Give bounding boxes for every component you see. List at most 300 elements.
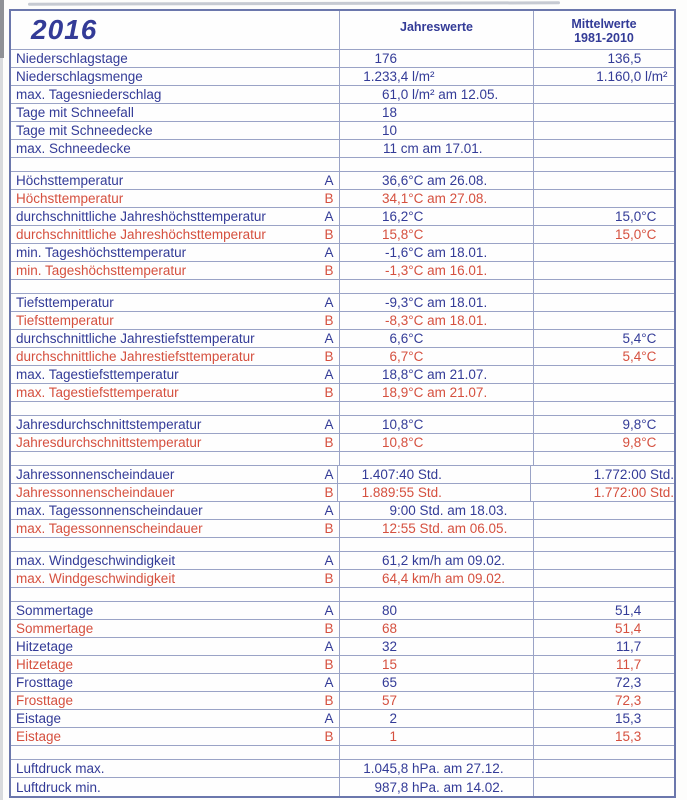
label-cell [11,50,340,67]
row-series: B [324,263,334,278]
row-value [340,173,487,188]
label-cell [11,674,340,691]
value-cell [340,280,534,293]
value-cell [340,384,534,401]
row-mean [534,639,641,654]
table-row [11,502,674,520]
label-cell [11,172,340,189]
value-number: 16 [381,209,397,224]
value-cell [340,656,534,673]
row-series: A [324,173,334,188]
label-cell [11,538,340,551]
row-label: max. Schneedecke [16,141,131,156]
row-series: A [324,553,334,568]
row-series: B [324,227,334,242]
row-value [340,331,423,346]
value-unit-date: ,0 l/m² am 12.05. [397,87,499,102]
label-cell [11,68,340,85]
row-label: Tiefsttemperatur [16,313,114,328]
value-cell [340,434,534,451]
value-number: 15 [381,227,397,242]
row-mean [534,417,656,432]
value-number: 15 [381,657,397,672]
row-mean [534,657,641,672]
mean-cell [534,366,674,383]
row-value [340,313,487,328]
mean-cell [534,674,674,691]
value-number: 36 [381,173,397,188]
row-label: Jahresdurchschnittstemperatur [16,435,202,450]
row-value [340,729,397,744]
value-cell [340,674,534,691]
value-cell [340,502,534,519]
value-cell [340,158,534,171]
row-series: A [324,295,334,310]
value-cell [340,140,534,157]
row-label: Frosttage [16,693,74,708]
value-unit-date: ,4 [630,603,642,618]
value-number: 51 [614,603,630,618]
value-number: 18 [381,105,397,120]
row-value [340,349,423,364]
value-cell [340,190,534,207]
table-row [11,330,674,348]
row-value [340,209,423,224]
row-value [340,105,397,120]
mean-cell [534,452,674,465]
table-row [11,760,674,778]
value-unit-date: ,0 l/m² [630,69,668,84]
row-label: min. Tageshöchsttemperatur [16,245,187,260]
row-series: B [324,191,334,206]
value-cell [340,570,534,587]
value-cell [338,466,531,483]
label-cell [11,638,340,655]
row-value [340,123,397,138]
value-number: 5 [622,349,630,364]
row-value [340,51,397,66]
row-label: max. Tagessonnenscheindauer [16,503,203,518]
mean-cell [534,656,674,673]
table-row [11,294,674,312]
value-unit-date: ,3 [630,711,642,726]
mean-cell [531,466,674,483]
value-cell [340,520,534,537]
row-value [340,553,505,568]
table-header-row [11,11,674,50]
value-unit-date: ,5 [630,51,642,66]
value-number: 15 [614,209,630,224]
label-cell [11,208,340,225]
mean-cell [534,588,674,601]
mean-cell [534,402,674,415]
table-row [11,312,674,330]
row-mean [534,435,656,450]
table-row [11,434,674,452]
separator-row [11,280,674,294]
row-label: Tage mit Schneedecke [16,123,153,138]
row-mean [534,621,641,636]
label-cell [11,746,340,759]
table-row [11,570,674,588]
value-cell [340,760,534,777]
value-cell [340,312,534,329]
mean-cell [534,330,674,347]
row-value [340,263,487,278]
row-series: A [324,639,334,654]
mean-cell [534,746,674,759]
value-unit-date: ,8°C [397,227,424,242]
row-series: A [324,467,334,482]
row-series: B [324,349,334,364]
row-mean [531,467,674,482]
row-value [340,367,487,382]
row-value [338,485,442,500]
row-series: A [324,417,334,432]
mean-cell [534,620,674,637]
row-mean [534,729,641,744]
label-cell [11,452,340,465]
row-label: Hitzetage [16,639,74,654]
mean-cell [534,50,674,67]
value-cell [340,638,534,655]
row-value [340,69,435,84]
value-unit-date: ,0°C [630,209,657,224]
value-unit-date: ,4 km/h am 09.02. [397,571,506,586]
row-value [340,295,487,310]
value-number: 10 [381,435,397,450]
value-number: 64 [381,571,397,586]
row-mean [534,69,668,84]
row-series: B [324,693,334,708]
value-number: 9 [622,417,630,432]
mean-cell [534,172,674,189]
value-number: 2 [389,711,397,726]
value-cell [340,620,534,637]
value-cell [340,538,534,551]
table-row [11,262,674,280]
value-number: 176 [374,51,397,66]
value-cell [340,416,534,433]
label-cell [11,656,340,673]
row-label: Frosttage [16,675,74,690]
row-mean [534,675,641,690]
value-unit-date: ,1°C am 27.08. [397,191,488,206]
row-value [340,191,487,206]
label-cell [11,280,340,293]
value-number: 11 [382,141,397,156]
label-cell [11,552,340,569]
row-value [340,521,507,536]
row-label: Sommertage [16,621,94,636]
value-number: 61 [381,553,397,568]
row-label: Höchsttemperatur [16,191,124,206]
label-cell [11,86,340,103]
mean-cell [534,692,674,709]
row-label: max. Windgeschwindigkeit [16,553,176,568]
mean-cell [534,638,674,655]
value-cell [340,172,534,189]
mean-cell [534,312,674,329]
mean-cell [534,68,674,85]
row-value [340,227,423,242]
value-unit-date: ,3 [630,729,642,744]
value-unit-date: ,8°C [630,417,657,432]
value-cell [340,122,534,139]
row-series: A [324,711,334,726]
mean-cell [534,570,674,587]
label-cell [11,140,340,157]
row-mean [534,209,656,224]
table-row [11,552,674,570]
value-cell [340,226,534,243]
value-cell [340,86,534,103]
mean-cell [534,538,674,551]
value-number: -8 [384,313,397,328]
value-number: 1.772 [593,485,628,500]
table-row [11,366,674,384]
row-value [340,571,505,586]
row-label: max. Windgeschwindigkeit [16,571,176,586]
value-number: 18 [381,385,397,400]
row-label: Niederschlagstage [16,51,128,66]
mean-cell [534,104,674,121]
value-number: 65 [381,675,397,690]
table-row [11,244,674,262]
row-value [340,385,487,400]
label-cell [11,520,340,537]
label-cell [11,122,340,139]
label-cell [11,692,340,709]
row-label: Eistage [16,711,62,726]
row-label: max. Tagessonnenscheindauer [16,521,203,536]
label-cell [11,588,340,601]
label-cell [11,620,340,637]
label-cell [11,502,340,519]
row-series: B [324,485,334,500]
value-cell [340,728,534,745]
means-header-cell [534,11,674,49]
row-series: B [324,521,334,536]
row-label: Höchsttemperatur [16,173,124,188]
row-value [340,711,397,726]
value-unit-date: ,3 [630,675,642,690]
mean-cell [534,294,674,311]
label-cell [11,312,340,329]
row-label: Jahresdurchschnittstemperatur [16,417,202,432]
row-value [340,417,423,432]
row-series: A [324,603,334,618]
value-cell [340,262,534,279]
label-cell [11,402,340,415]
row-label: max. Tagesniederschlag [16,87,162,102]
value-unit-date: :40 Std. [395,467,442,482]
label-cell [11,348,340,365]
value-cell [340,244,534,261]
label-cell [11,434,340,451]
row-label: Luftdruck min. [16,779,101,795]
table-row [11,416,674,434]
row-series: A [324,209,334,224]
value-number: 9 [389,503,397,518]
value-cell [340,366,534,383]
row-value [340,87,498,102]
mean-cell [534,244,674,261]
value-number: 11 [615,657,630,672]
value-number: 9 [622,435,630,450]
row-label: max. Tagestiefsttemperatur [16,367,179,382]
row-value [340,245,487,260]
value-unit-date: cm am 17.01. [397,141,483,156]
row-series: B [324,435,334,450]
table-row [11,728,674,746]
label-cell [11,104,340,121]
value-number: 11 [615,639,630,654]
mean-cell [534,140,674,157]
label-cell [11,602,340,619]
value-unit-date: ,4 l/m² [397,69,435,84]
label-cell [11,728,340,745]
value-unit-date: ,8°C [397,435,424,450]
value-cell [340,746,534,759]
row-label: max. Tagestiefsttemperatur [16,385,179,400]
label-cell [11,384,340,401]
column-header-mittelwerte-period: 1981-2010 [574,31,634,45]
value-unit-date: ,6°C am 26.08. [397,173,488,188]
value-number: 10 [381,123,397,138]
separator-row [11,402,674,416]
value-unit-date: ,4 [630,621,642,636]
row-label: Tage mit Schneefall [16,105,134,120]
table-body [11,50,674,796]
table-row [11,50,674,68]
value-unit-date: ,2 km/h am 09.02. [397,553,506,568]
mean-cell [534,778,674,796]
table-row [11,172,674,190]
value-cell [340,104,534,121]
mean-cell [534,262,674,279]
table-row [11,520,674,538]
separator-row [11,588,674,602]
row-label: durchschnittliche Jahrestiefsttemperatur [16,331,255,346]
row-mean [534,51,641,66]
row-label: Hitzetage [16,657,74,672]
value-number: 1.233 [363,69,397,84]
row-series: A [324,675,334,690]
row-value [340,603,397,618]
table-row [11,190,674,208]
table-row [11,778,674,796]
table-row [11,484,674,502]
scan-artifact-left-corner [0,0,4,58]
row-series: A [324,367,334,382]
value-unit-date: ,4°C [630,349,657,364]
value-cell [340,778,534,796]
table-row [11,226,674,244]
value-unit-date: :00 Std. [627,485,674,500]
value-cell [340,692,534,709]
value-unit-date: ,7 [630,639,642,654]
value-number: 6 [389,331,397,346]
value-number: 1.160 [596,69,630,84]
row-value [340,693,397,708]
table-row [11,692,674,710]
separator-row [11,158,674,172]
value-unit-date: ,0°C [630,227,657,242]
mean-cell [534,226,674,243]
table-row [11,466,674,484]
mean-cell [531,484,674,501]
table-row [11,348,674,366]
value-cell [338,484,531,501]
row-mean [534,349,656,364]
value-unit-date: :55 Std. am 06.05. [397,521,508,536]
row-mean [531,485,674,500]
value-cell [340,294,534,311]
label-cell [11,262,340,279]
value-number: 15 [614,227,630,242]
table-row [11,638,674,656]
value-number: 18 [381,367,397,382]
row-value [340,435,423,450]
value-number: 32 [381,639,397,654]
row-mean [534,331,656,346]
weather-statistics-table [9,9,676,798]
value-unit-date: ,3°C am 16.01. [397,263,488,278]
row-label: min. Tageshöchsttemperatur [16,263,187,278]
label-cell [11,294,340,311]
row-series: B [324,657,334,672]
label-cell [11,226,340,243]
table-row [11,656,674,674]
table-row [11,208,674,226]
mean-cell [534,520,674,537]
label-cell [11,760,340,777]
value-number: 68 [381,621,397,636]
label-cell [11,710,340,727]
mean-cell [534,384,674,401]
value-number: 1.407 [361,467,396,482]
mean-cell [534,280,674,293]
value-unit-date: ,8°C am 21.07. [397,367,488,382]
value-number: 1 [389,729,397,744]
value-unit-date: ,3°C am 18.01. [397,295,488,310]
value-cell [340,208,534,225]
mean-cell [534,502,674,519]
table-row [11,384,674,402]
value-cell [340,50,534,67]
label-cell [11,190,340,207]
table-row [11,620,674,638]
mean-cell [534,434,674,451]
row-label: Eistage [16,729,62,744]
row-value [340,639,397,654]
value-number: 987 [374,779,397,795]
value-cell [340,710,534,727]
row-label: Tiefsttemperatur [16,295,114,310]
value-number: 6 [389,349,397,364]
value-number: -1 [384,245,397,260]
value-number: 72 [614,675,630,690]
table-row [11,104,674,122]
mean-cell [534,710,674,727]
separator-row [11,746,674,760]
row-mean [534,227,656,242]
value-cell [340,602,534,619]
value-cell [340,552,534,569]
value-number: 1.889 [361,485,396,500]
value-unit-date: ,8°C [630,435,657,450]
